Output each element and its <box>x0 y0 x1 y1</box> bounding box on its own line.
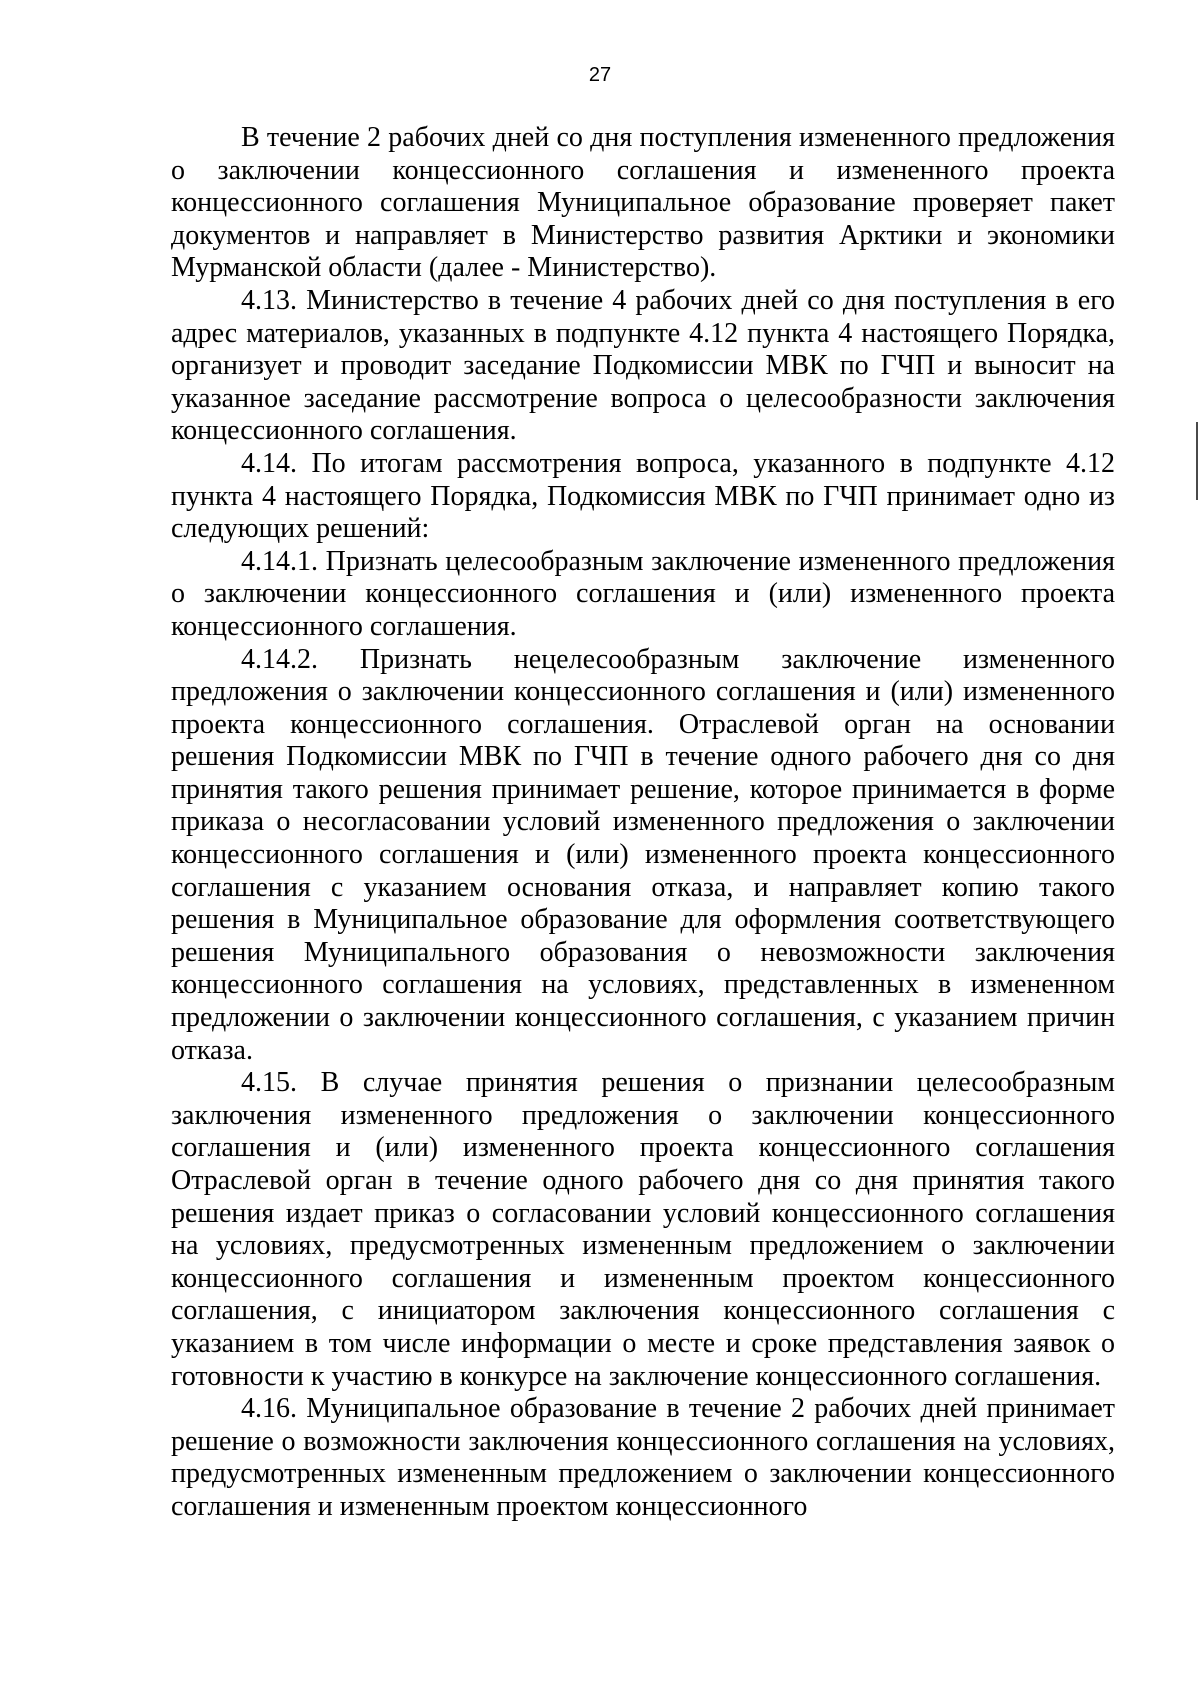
paragraph-4-13: 4.13. Министерство в течение 4 рабочих дней со дня поступления в его адрес материалов, указанных в подпункте 4.12 пункта 4 настоящего Порядка, организует и проводит заседание Подкомиссии МВК по ГЧП и выносит на указанное заседание рассмотрение вопроса о целесообразности заключения концессионного соглашения. <box>171 284 1115 447</box>
page-number: 27 <box>588 64 612 86</box>
paragraph-4-15: 4.15. В случае принятия решения о признании целесообразным заключения измененного предложения о заключении концессионного соглашения и (или) измененного проекта концессионного соглашения Отраслевой орган в течение одного рабочего дня со дня принятия такого решения издает приказ о согласовании условий концессионного соглашения на условиях, предусмотренных измененным предложением о заключении концессионного соглашения и измененным проектом концессионного соглашения, с инициатором заключения концессионного соглашения с указанием в том числе информации о месте и сроке представления заявок о готовности к участию в конкурсе на заключение концессионного соглашения. <box>171 1067 1115 1392</box>
paragraph-4-14-1: 4.14.1. Признать целесообразным заключение измененного предложения о заключении концессионного соглашения и (или) измененного проекта концессионного соглашения. <box>171 545 1115 642</box>
paragraph-4-14-2: 4.14.2. Признать нецелесообразным заключение измененного предложения о заключении концессионного соглашения и (или) измененного проекта концессионного соглашения. Отраслевой орган на основании решения Подкомиссии МВК по ГЧП в течение одного рабочего дня со дня принятия такого решения принимает решение, которое принимается в форме приказа о несогласовании условий измененного предложения о заключении концессионного соглашения и (или) измененного проекта концессионного соглашения с указанием основания отказа, и направляет копию такого решения в Муниципальное образование для оформления соответствующего решения Муниципального образования о невозможности заключения концессионного соглашения на условиях, представленных в измененном предложении о заключении концессионного соглашения, с указанием причин отказа. <box>171 643 1115 1066</box>
paragraph-4-16: 4.16. Муниципальное образование в течение 2 рабочих дней принимает решение о возможности заключения концессионного соглашения на условиях, предусмотренных измененным предложением о заключении концессионного соглашения и измененным проектом концессионного <box>171 1393 1115 1522</box>
scan-edge-mark <box>1196 422 1198 500</box>
paragraph-intro: В течение 2 рабочих дней со дня поступления измененного предложения о заключении концессионного соглашения и измененного проекта концессионного соглашения Муниципальное образование проверяет пакет документов и направляет в Министерство развития Арктики и экономики Мурманской области (далее - Министерство). <box>171 122 1115 284</box>
document-body <box>171 122 1115 1524</box>
paragraph-4-14: 4.14. По итогам рассмотрения вопроса, указанного в подпункте 4.12 пункта 4 настоящего Порядка, Подкомиссия МВК по ГЧП принимает одно из следующих решений: <box>171 447 1115 545</box>
